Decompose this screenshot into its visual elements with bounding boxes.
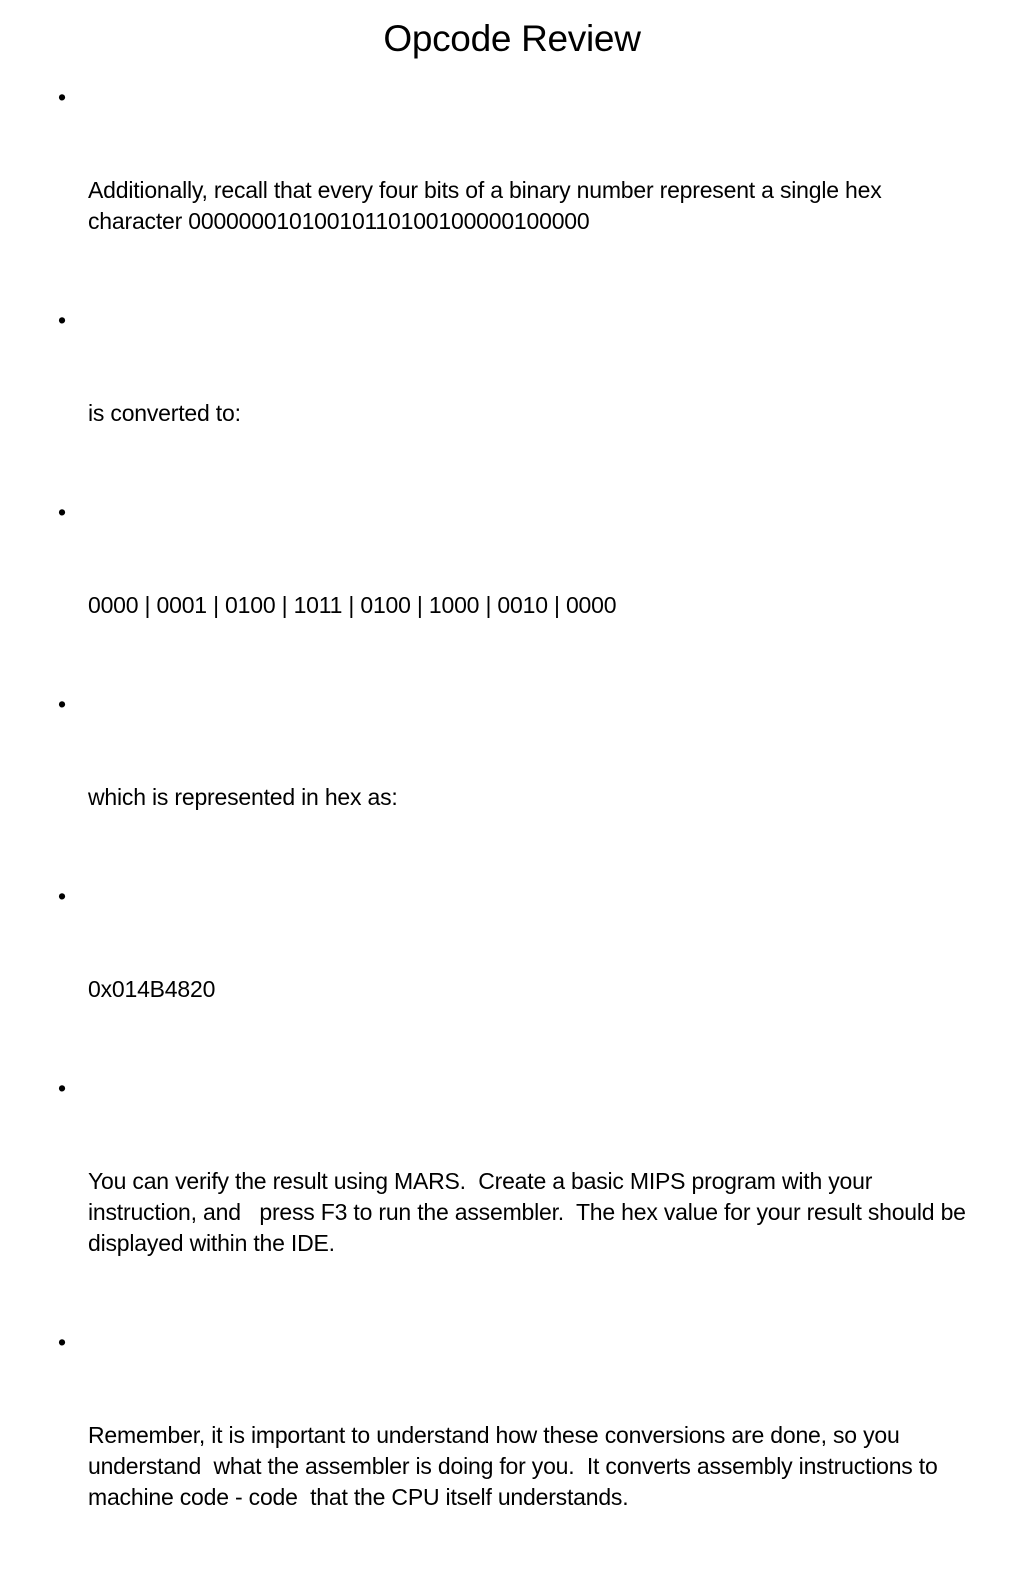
- bullet-icon: •: [58, 1329, 66, 1355]
- bullet-text: You can verify the result using MARS. Create a basic MIPS program with your instruction, and press F3 to run the assembler. The hex value for your result should be displayed within the IDE.: [88, 1168, 972, 1256]
- bullet-icon: •: [58, 883, 66, 909]
- bullet-text: Additionally, recall that every four bits of a binary number represent a single hex character 00000001010010110100100000100000: [88, 177, 888, 234]
- bullet-item-4: [54, 689, 974, 875]
- bullet-text: 0x014B4820: [88, 976, 216, 1002]
- bullet-icon: •: [58, 499, 66, 525]
- slide-title: Opcode Review: [383, 18, 641, 59]
- bullet-item-3: [54, 497, 974, 683]
- bullet-item-5: [54, 881, 974, 1067]
- bullet-text: 0000 | 0001 | 0100 | 1011 | 0100 | 1000 | 0010 | 0000: [88, 592, 617, 618]
- bullet-icon: •: [58, 84, 66, 110]
- bullet-icon: •: [58, 307, 66, 333]
- bullet-icon: •: [58, 1075, 66, 1101]
- bullet-list: [54, 82, 974, 1581]
- bullet-text: Remember, it is important to understand how these conversions are done, so you understand what the assembler is doing for you. It converts assembly instructions to machine code - code that the CPU itself understands.: [88, 1422, 944, 1510]
- bullet-icon: •: [58, 691, 66, 717]
- bullet-text: is converted to:: [88, 400, 241, 426]
- bullet-text: which is represented in hex as:: [88, 784, 398, 810]
- bullet-item-2: [54, 305, 974, 491]
- bullet-item-1: [54, 82, 974, 299]
- bullet-item-6: [54, 1073, 974, 1321]
- bullet-item-7: [54, 1327, 974, 1575]
